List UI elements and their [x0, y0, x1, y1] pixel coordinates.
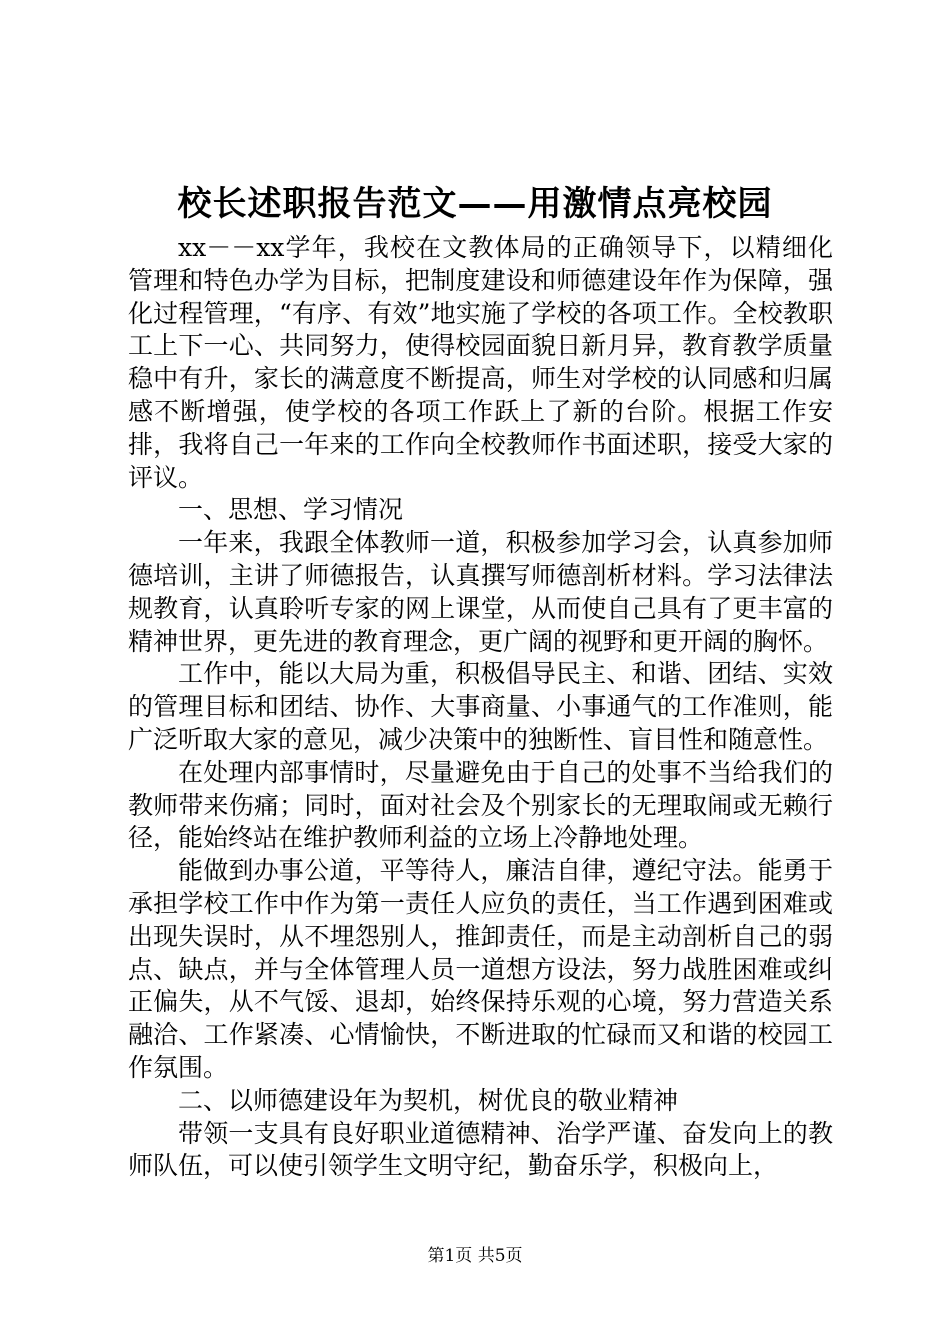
paragraph-work: 工作中，能以大局为重，积极倡导民主、和谐、团结、实效的管理目标和团结、协作、大事商量、小事通气的工作准则，能广泛听取大家的意见，减少决策中的独断性、盲目性和随意性。: [128, 659, 833, 754]
paragraph-responsibility: 能做到办事公道，平等待人，廉洁自律，遵纪守法。能勇于承担学校工作中作为第一责任人应负的责任，当工作遇到困难或出现失误时，从不埋怨别人，推卸责任，而是主动剖析自己的弱点、缺点，并与全体管理人员一道想方设法，努力战胜困难或纠正偏失，从不气馁、退却，始终保持乐观的心境，努力营造关系融洽、工作紧凑、心情愉快，不断进取的忙碌而又和谐的校园工作氛围。: [128, 856, 833, 1082]
section-heading-1: 一、思想、学习情况: [178, 495, 404, 525]
document-body: [128, 232, 833, 1183]
section-heading-2: 二、以师德建设年为契机，树优良的敬业精神: [178, 1085, 679, 1115]
paragraph-team: 带领一支具有良好职业道德精神、治学严谨、奋发向上的教师队伍，可以使引领学生文明守纪，勤奋乐学，积极向上，: [128, 1118, 833, 1181]
paragraph-study: 一年来，我跟全体教师一道，积极参加学习会，认真参加师德培训，主讲了师德报告，认真撰写师德剖析材料。学习法律法规教育，认真聆听专家的网上课堂，从而使自己具有了更丰富的精神世界，更先进的教育理念，更广阔的视野和更开阔的胸怀。: [128, 528, 833, 656]
paragraph-intro: xx－－xx学年，我校在文教体局的正确领导下，以精细化管理和特色办学为目标，把制度建设和师德建设年作为保障，强化过程管理，“有序、有效”地实施了学校的各项工作。全校教职工上下一心、共同努力，使得校园面貌日新月异，教育教学质量稳中有升，家长的满意度不断提高，师生对学校的认同感和归属感不断增强，使学校的各项工作跃上了新的台阶。根据工作安排，我将自己一年来的工作向全校教师作书面述职，接受大家的评议。: [128, 233, 833, 492]
paragraph-internal-affairs: 在处理内部事情时，尽量避免由于自己的处事不当给我们的教师带来伤痛；同时，面对社会及个别家长的无理取闹或无赖行径，能始终站在维护教师利益的立场上冷静地处理。: [128, 757, 833, 853]
page-footer: 第1页 共5页: [427, 1246, 523, 1266]
document-title: 校长述职报告范文——用激情点亮校园: [177, 184, 773, 224]
